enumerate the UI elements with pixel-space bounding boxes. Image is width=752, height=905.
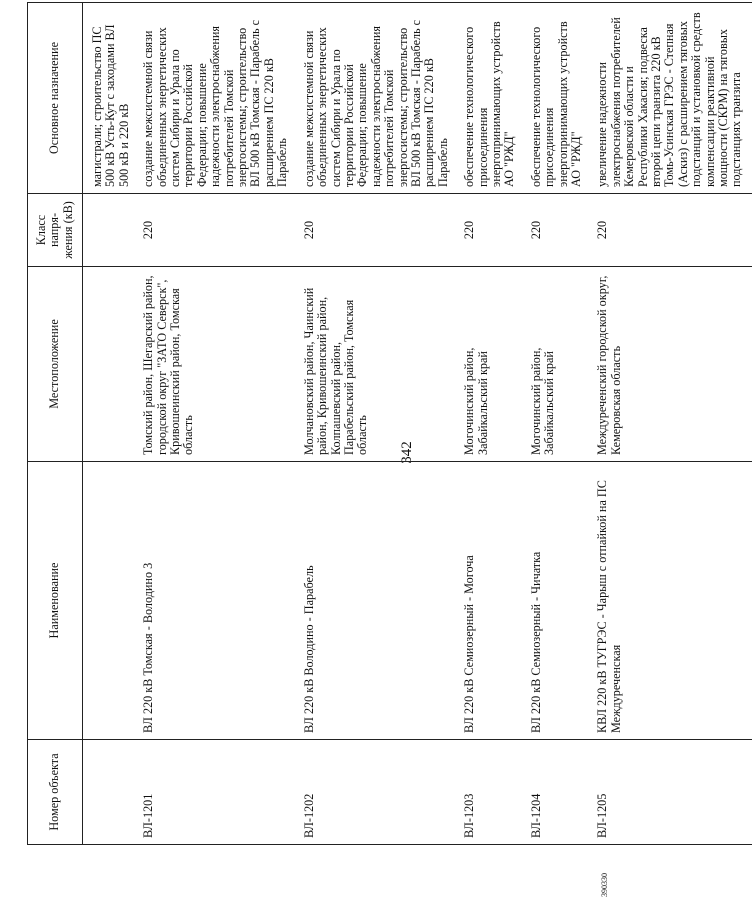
cell-purpose: создание межсистемной связи объединенных энергетических систем Сибири и Урала по территории Российской Федерации; повышение надежности электроснабжения потребителей Томской энергосистемы; строительство ВЛ 500 кВ Томская - Парабель с расширением ПС 220 кВ Парабель xyxy=(298,3,458,194)
cell-location: Молчановский район, Чаинский район, Кривошеинский район, Колпашевский район, Парабельский район, Томская область xyxy=(298,267,458,462)
cell-number xyxy=(83,740,138,845)
cell-number: ВЛ-1202 xyxy=(298,740,458,845)
cell-voltage: 220 xyxy=(458,194,525,267)
table-row xyxy=(298,3,458,845)
cell-purpose: увеличение надежности электроснабжения потребителей Кемеровской области и Республики Хакасия; подвеска второй цепи транзита 220 кВ Томь-Усинская ГРЭС - Степная (Аскиз) с расширением тяговых подстанций и установкой средств компенсации реактивной мощности (СКРМ) на тяговых подстанциях транзита xyxy=(591,3,751,194)
header-name: Наименование xyxy=(28,462,83,740)
cell-location: Могочинский район, Забайкальский край xyxy=(525,267,592,462)
cell-voltage: 220 xyxy=(591,194,751,267)
cell-name: ВЛ 220 кВ Володино - Парабель xyxy=(298,462,458,740)
cell-purpose: обеспечение технологического присоединения энергопринимающих устройств АО "РЖД" xyxy=(525,3,592,194)
cell-number: ВЛ-1204 xyxy=(525,740,592,845)
cell-purpose: магистрали; строительство ПС 500 кВ Усть-Кут с заходами ВЛ 500 кВ и 220 кВ xyxy=(83,3,138,194)
cell-purpose: создание межсистемной связи объединенных энергетических систем Сибири и Урала по территории Российской Федерации; повышение надежности электроснабжения потребителей Томской энергосистемы; строительство ВЛ 500 кВ Томская - Парабель с расширением ПС 220 кВ Парабель xyxy=(137,3,297,194)
cell-name: КВЛ 220 кВ ТУГРЭС - Чарыш с отпайкой на ПС Междуреченская xyxy=(591,462,751,740)
table-row xyxy=(137,3,297,845)
header-voltage-class: Класс напря-жения (кВ) xyxy=(28,194,83,267)
cell-voltage: 220 xyxy=(525,194,592,267)
cell-location: Могочинский район, Забайкальский край xyxy=(458,267,525,462)
cell-voltage: 220 xyxy=(137,194,297,267)
objects-table-wrapper xyxy=(27,2,752,845)
cell-name: ВЛ 220 кВ Томская - Володино 3 xyxy=(137,462,297,740)
cell-name: ВЛ 220 кВ Семиозерный - Могоча xyxy=(458,462,525,740)
cell-number: ВЛ-1205 xyxy=(591,740,751,845)
header-object-number: Номер объекта xyxy=(28,740,83,845)
cell-name: ВЛ 220 кВ Семиозерный - Чичатка xyxy=(525,462,592,740)
table-row-continuation xyxy=(83,3,138,845)
cell-location xyxy=(83,267,138,462)
cell-voltage: 220 xyxy=(298,194,458,267)
cell-voltage xyxy=(83,194,138,267)
table-row xyxy=(525,3,592,845)
cell-purpose: обеспечение технологического присоединения энергопринимающих устройств АО "РЖД" xyxy=(458,3,525,194)
table-row xyxy=(591,3,751,845)
table-row xyxy=(458,3,525,845)
cell-number: ВЛ-1201 xyxy=(137,740,297,845)
objects-table xyxy=(27,2,752,845)
cell-location: Междуреченский городской округ, Кемеровская область xyxy=(591,267,751,462)
header-purpose: Основное назначение xyxy=(28,3,83,194)
page-number: 342 xyxy=(399,441,415,464)
table-header-row xyxy=(28,3,83,845)
header-location: Местоположение xyxy=(28,267,83,462)
cell-number: ВЛ-1203 xyxy=(458,740,525,845)
document-code: 390330 xyxy=(600,873,609,897)
cell-name xyxy=(83,462,138,740)
cell-location: Томский район, Шегарский район, городской округ "ЗАТО Северск", Кривошеинский район, Томская область xyxy=(137,267,297,462)
